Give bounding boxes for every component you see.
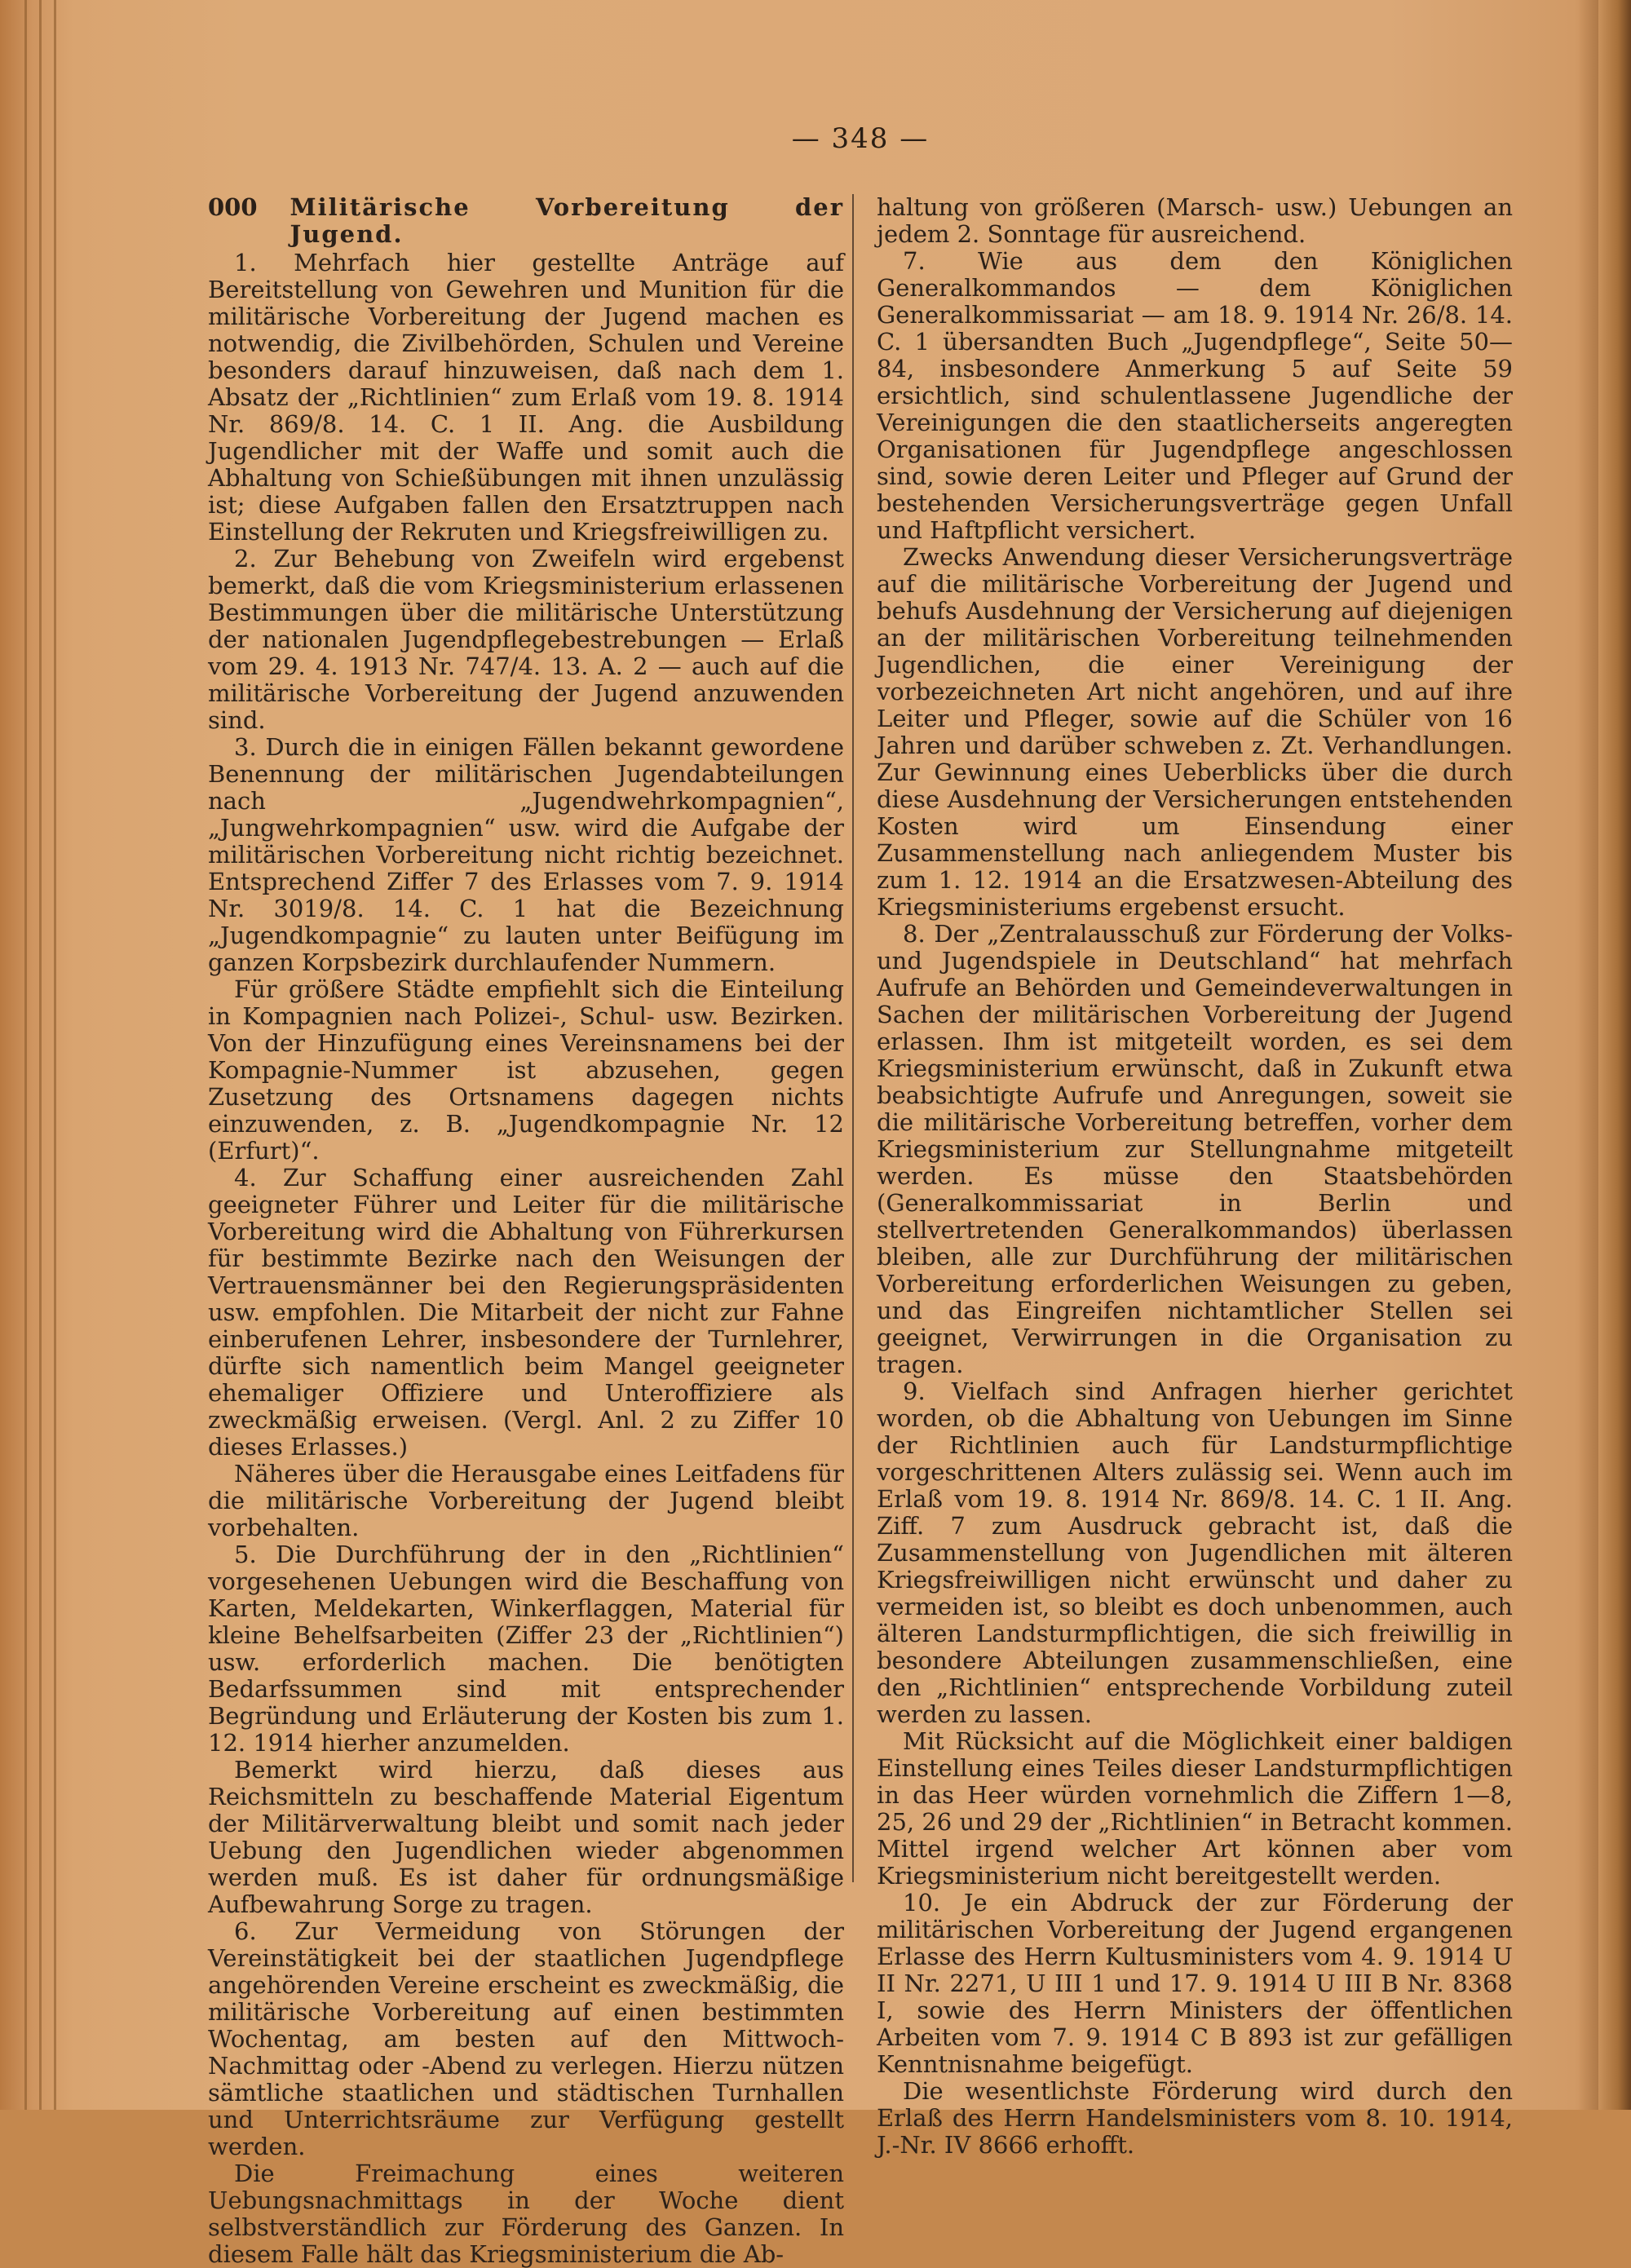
paragraph: Bemerkt wird hierzu, daß dieses aus Reichsmitteln zu beschaffende Material Eigentum der Militärverwaltung bleibt und somit nach jeder Uebung den Jugendlichen wieder abgenommen werden muß. Es ist daher für ordnungsmäßige Aufbewahrung Sorge zu tragen. xyxy=(208,1756,844,1918)
right-column xyxy=(877,194,1513,2159)
paragraph: Zwecks Anwendung dieser Versicherungsverträge auf die militärische Vorbereitung der Jugend und behufs Ausdehnung der Versicherung auf diejenigen an der militärischen Vorbereitung teilnehmenden Jugendlichen, die einer Vereinigung der vorbezeichneten Art nicht angehören, und auf ihre Leiter und Pfleger, sowie auf die Schüler von 16 Jahren und darüber schweben z. Zt. Verhandlungen. Zur Gewinnung eines Ueberblicks über die durch diese Ausdehnung der Versicherungen entstehenden Kosten wird um Einsendung einer Zusammenstellung nach anliegendem Muster bis zum 1. 12. 1914 an die Ersatzwesen-Abteilung des Kriegsministeriums ergebenst ersucht. xyxy=(877,543,1513,921)
column-rule xyxy=(852,194,854,1882)
paragraph: 5. Die Durchführung der in den „Richtlinien“ vorgesehenen Uebungen wird die Beschaffung von Karten, Meldekarten, Winkerflaggen, Material für kleine Behelfsarbeiten (Ziffer 23 der „Richtlinien“) usw. erforderlich machen. Die benötigten Bedarfssummen sind mit entsprechender Begründung und Erläuterung der Kosten bis zum 1. 12. 1914 hierher anzumelden. xyxy=(208,1541,844,1757)
left-column xyxy=(208,194,844,2268)
section-title: Militärische Vorbereitung der Jugend. xyxy=(290,193,844,248)
paragraph: 3. Durch die in einigen Fällen bekannt gewordene Benennung der militärischen Jugendabteilungen nach „Jugendwehrkompagnien“, „Jungwehrkompagnien“ usw. wird die Aufgabe der militärischen Vorbereitung nicht richtig bezeichnet. Entsprechend Ziffer 7 des Erlasses vom 7. 9. 1914 Nr. 3019/8. 14. C. 1 hat die Bezeichnung „Jugendkompagnie“ zu lauten unter Beifügung im ganzen Korpsbezirk durchlaufender Nummern. xyxy=(208,733,844,976)
paragraph: haltung von größeren (Marsch- usw.) Uebungen an jedem 2. Sonntage für ausreichend. xyxy=(877,193,1513,248)
page-edge-line xyxy=(54,0,56,2110)
paragraph: Mit Rücksicht auf die Möglichkeit einer baldigen Einstellung eines Teiles dieser Landsturmpflichtigen in das Heer würden vornehmlich die Ziffern 1—8, 25, 26 und 29 der „Richtlinien“ in Betracht kommen. Mittel irgend welcher Art können aber vom Kriegsministerium nicht bereitgestellt werden. xyxy=(877,1727,1513,1890)
paragraph: 7. Wie aus dem den Königlichen Generalkommandos — dem Königlichen Generalkommissariat — am 18. 9. 1914 Nr. 26/8. 14. C. 1 übersandten Buch „Jugendpflege“, Seite 50—84, insbesondere Anmerkung 5 auf Seite 59 ersichtlich, sind schulentlassene Jugendliche der Vereinigungen die den staatlicherseits angeregten Organisationen für Jugendpflege angeschlossen sind, sowie deren Leiter und Pfleger auf Grund der bestehenden Versicherungsverträge gegen Unfall und Haftpflicht versichert. xyxy=(877,247,1513,544)
paragraph: 10. Je ein Abdruck der zur Förderung der militärischen Vorbereitung der Jugend ergangenen Erlasse des Herrn Kultusministers vom 4. 9. 1914 U II Nr. 2271, U III 1 und 17. 9. 1914 U III B Nr. 8368 I, sowie des Herrn Ministers der öffentlichen Arbeiten vom 7. 9. 1914 C B 893 ist zur gefälligen Kenntnisnahme beigefügt. xyxy=(877,1889,1513,2078)
paragraph: Die wesentlichste Förderung wird durch den Erlaß des Herrn Handelsministers vom 8. 10. 1914, J.-Nr. IV 8666 erhofft. xyxy=(877,2077,1513,2159)
paragraph: 4. Zur Schaffung einer ausreichenden Zahl geeigneter Führer und Leiter für die militärische Vorbereitung wird die Abhaltung von Führerkursen für bestimmte Bezirke nach den Weisungen der Vertrauensmänner bei den Regierungspräsidenten usw. empfohlen. Die Mitarbeit der nicht zur Fahne einberufenen Lehrer, insbesondere der Turnlehrer, dürfte sich namentlich beim Mangel geeigneter ehemaliger Offiziere und Unteroffiziere als zweckmäßig erweisen. (Vergl. Anl. 2 zu Ziffer 10 dieses Erlasses.) xyxy=(208,1164,844,1461)
page-content xyxy=(200,122,1521,2268)
next-page-edge xyxy=(1598,0,1631,2110)
paragraph: Für größere Städte empfiehlt sich die Einteilung in Kompagnien nach Polizei-, Schul- usw. Bezirken. Von der Hinzufügung eines Vereinsnamens bei der Kompagnie-Nummer ist abzusehen, gegen Zusetzung des Ortsnamens dagegen nichts einzuwenden, z. B. „Jugendkompagnie Nr. 12 (Erfurt)“. xyxy=(208,975,844,1165)
paragraph: 9. Vielfach sind Anfragen hierher gerichtet worden, ob die Abhaltung von Uebungen im Sinne der Richtlinien auch für Landsturmpflichtige vorgeschrittenen Alters zulässig sei. Wenn auch im Erlaß vom 19. 8. 1914 Nr. 869/8. 14. C. 1 II. Ang. Ziff. 7 zum Ausdruck gebracht ist, daß die Zusammenstellung von Jugendlichen mit älteren Kriegsfreiwilligen nicht erwünscht und daher zu vermeiden ist, so bleibt es doch unbenommen, auch älteren Landsturmpflichtigen, die sich freiwillig in besondere Abteilungen zusammenschließen, eine den „Richtlinien“ entsprechende Vorbildung zuteil werden zu lassen. xyxy=(877,1377,1513,1728)
page-number: — 348 — xyxy=(791,122,930,155)
paragraph: Näheres über die Herausgabe eines Leitfadens für die militärische Vorbereitung der Jugend bleibt vorbehalten. xyxy=(208,1460,844,1541)
page-edge-line xyxy=(24,0,27,2110)
section-heading xyxy=(208,194,844,248)
section-number: 000 xyxy=(208,193,258,221)
page-edge-line xyxy=(39,0,42,2110)
paragraph: 8. Der „Zentralausschuß zur Förderung der Volks- und Jugendspiele in Deutschland“ hat mehrfach Aufrufe an Behörden und Gemeindeverwaltungen in Sachen der militärischen Vorbereitung der Jugend erlassen. Ihm ist mitgeteilt worden, es sei dem Kriegsministerium erwünscht, daß in Zukunft etwa beabsichtigte Aufrufe und Anregungen, soweit sie die militärische Vorbereitung betreffen, vorher dem Kriegsministerium zur Stellungnahme mitgeteilt werden. Es müsse den Staatsbehörden (Generalkommissariat in Berlin und stellvertretenden Generalkommandos) überlassen bleiben, alle zur Durchführung der militärischen Vorbereitung erforderlichen Weisungen zu geben, und das Eingreifen nichtamtlicher Stellen sei geeignet, Verwirrungen in die Organisation zu tragen. xyxy=(877,920,1513,1378)
paragraph: 1. Mehrfach hier gestellte Anträge auf Bereitstellung von Gewehren und Munition für die militärische Vorbereitung der Jugend machen es notwendig, die Zivilbehörden, Schulen und Vereine besonders darauf hinzuweisen, daß nach dem 1. Absatz der „Richtlinien“ zum Erlaß vom 19. 8. 1914 Nr. 869/8. 14. C. 1 II. Ang. die Ausbildung Jugendlicher mit der Waffe und somit auch die Abhaltung von Schießübungen mit ihnen unzulässig ist; diese Aufgaben fallen den Ersatztruppen nach Einstellung der Rekruten und Kriegsfreiwilligen zu. xyxy=(208,249,844,546)
paragraph: Die Freimachung eines weiteren Uebungsnachmittags in der Woche dient selbstverständlich zur Förderung des Ganzen. In diesem Falle hält das Kriegsministerium die Ab- xyxy=(208,2160,844,2268)
paragraph: 2. Zur Behebung von Zweifeln wird ergebenst bemerkt, daß die vom Kriegsministerium erlassenen Bestimmungen über die militärische Unterstützung der nationalen Jugendpflegebestrebungen — Erlaß vom 29. 4. 1913 Nr. 747/4. 13. A. 2 — auch auf die militärische Vorbereitung der Jugend anzuwenden sind. xyxy=(208,545,844,734)
paragraph: 6. Zur Vermeidung von Störungen der Vereinstätigkeit bei der staatlichen Jugendpflege angehörenden Vereine erscheint es zweckmäßig, die militärische Vorbereitung auf einen bestimmten Wochentag, am besten auf den Mittwoch-Nachmittag oder -Abend zu verlegen. Hierzu nützen sämtliche staatlichen und städtischen Turnhallen und Unterrichtsräume zur Verfügung gestellt werden. xyxy=(208,1917,844,2160)
